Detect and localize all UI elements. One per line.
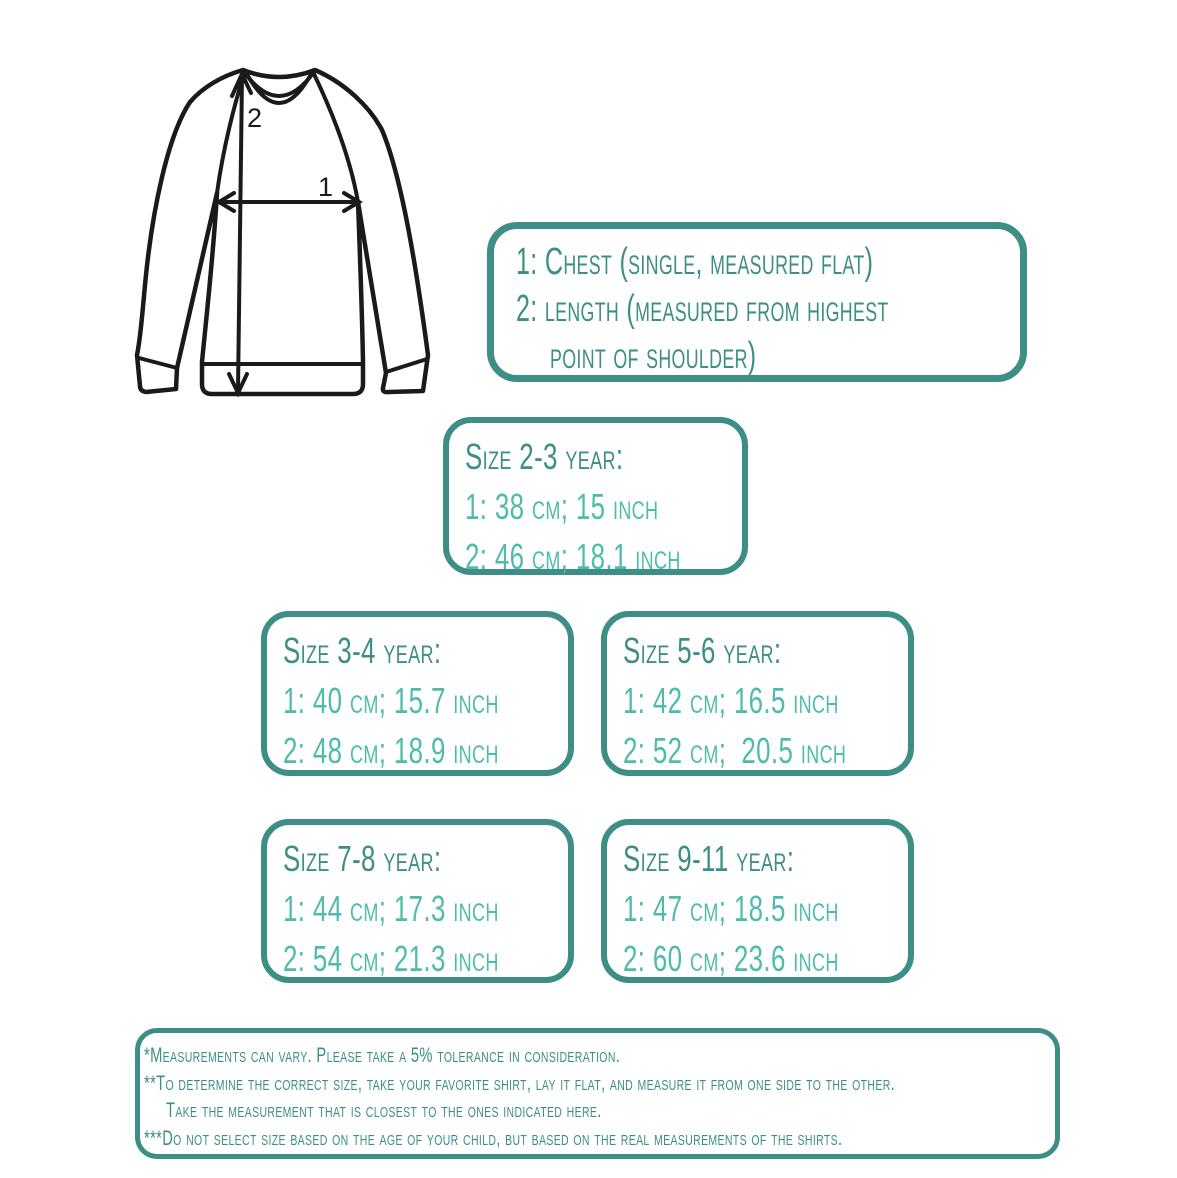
legend-line-length-cont: point of shoulder) [550,335,757,377]
legend-line-chest: 1: Chest (single, measured flat) [516,241,874,283]
note-how-to-measure-cont: Take the measurement that is closest to the ones indicated here. [166,1099,602,1122]
size-title: Size 5-6 year: [623,630,782,671]
length-arrow-label: 2 [247,103,263,133]
size-chest-value: 1: 44 cm; 17.3 inch [283,888,499,929]
size-length-value: 2: 60 cm; 23.6 inch [623,938,839,979]
size-chest-value: 1: 38 cm; 15 inch [465,486,659,527]
size-title: Size 7-8 year: [283,838,442,879]
size-title: Size 9-11 year: [623,838,795,879]
size-length-value: 2: 48 cm; 18.9 inch [283,730,499,771]
size-length-value: 2: 52 cm; 20.5 inch [623,730,847,771]
note-how-to-measure: **To determine the correct size, take your favorite shirt, lay it flat, and measure it from one side to the other. [144,1071,896,1095]
size-length-value: 2: 46 cm; 18.1 inch [465,536,681,577]
size-length-value: 2: 54 cm; 21.3 inch [283,938,499,979]
size-box-3-4-year [261,611,574,776]
size-chest-value: 1: 47 cm; 18.5 inch [623,888,839,929]
sweater-outline-icon [137,70,428,394]
chest-arrow-label: 1 [318,172,334,202]
size-box-2-3-year [443,417,748,575]
size-box-9-11-year [601,819,914,983]
size-chest-value: 1: 42 cm; 16.5 inch [623,680,839,721]
size-box-5-6-year [601,611,914,776]
size-chest-value: 1: 40 cm; 15.7 inch [283,680,499,721]
size-box-7-8-year [261,819,574,983]
size-title: Size 3-4 year: [283,630,442,671]
sweater-diagram [120,50,460,410]
measurement-notes-box [135,1028,1060,1159]
note-tolerance: *Measurements can vary. Please take a 5% tolerance in consideration. [144,1044,621,1067]
legend-line-length: 2: length (measured from highest [516,288,889,330]
note-age-warning: ***Do not select size based on the age of your child, but based on the real measurements of the shirts. [144,1126,843,1150]
size-title: Size 2-3 year: [465,436,624,477]
measurement-legend-box [487,222,1027,382]
